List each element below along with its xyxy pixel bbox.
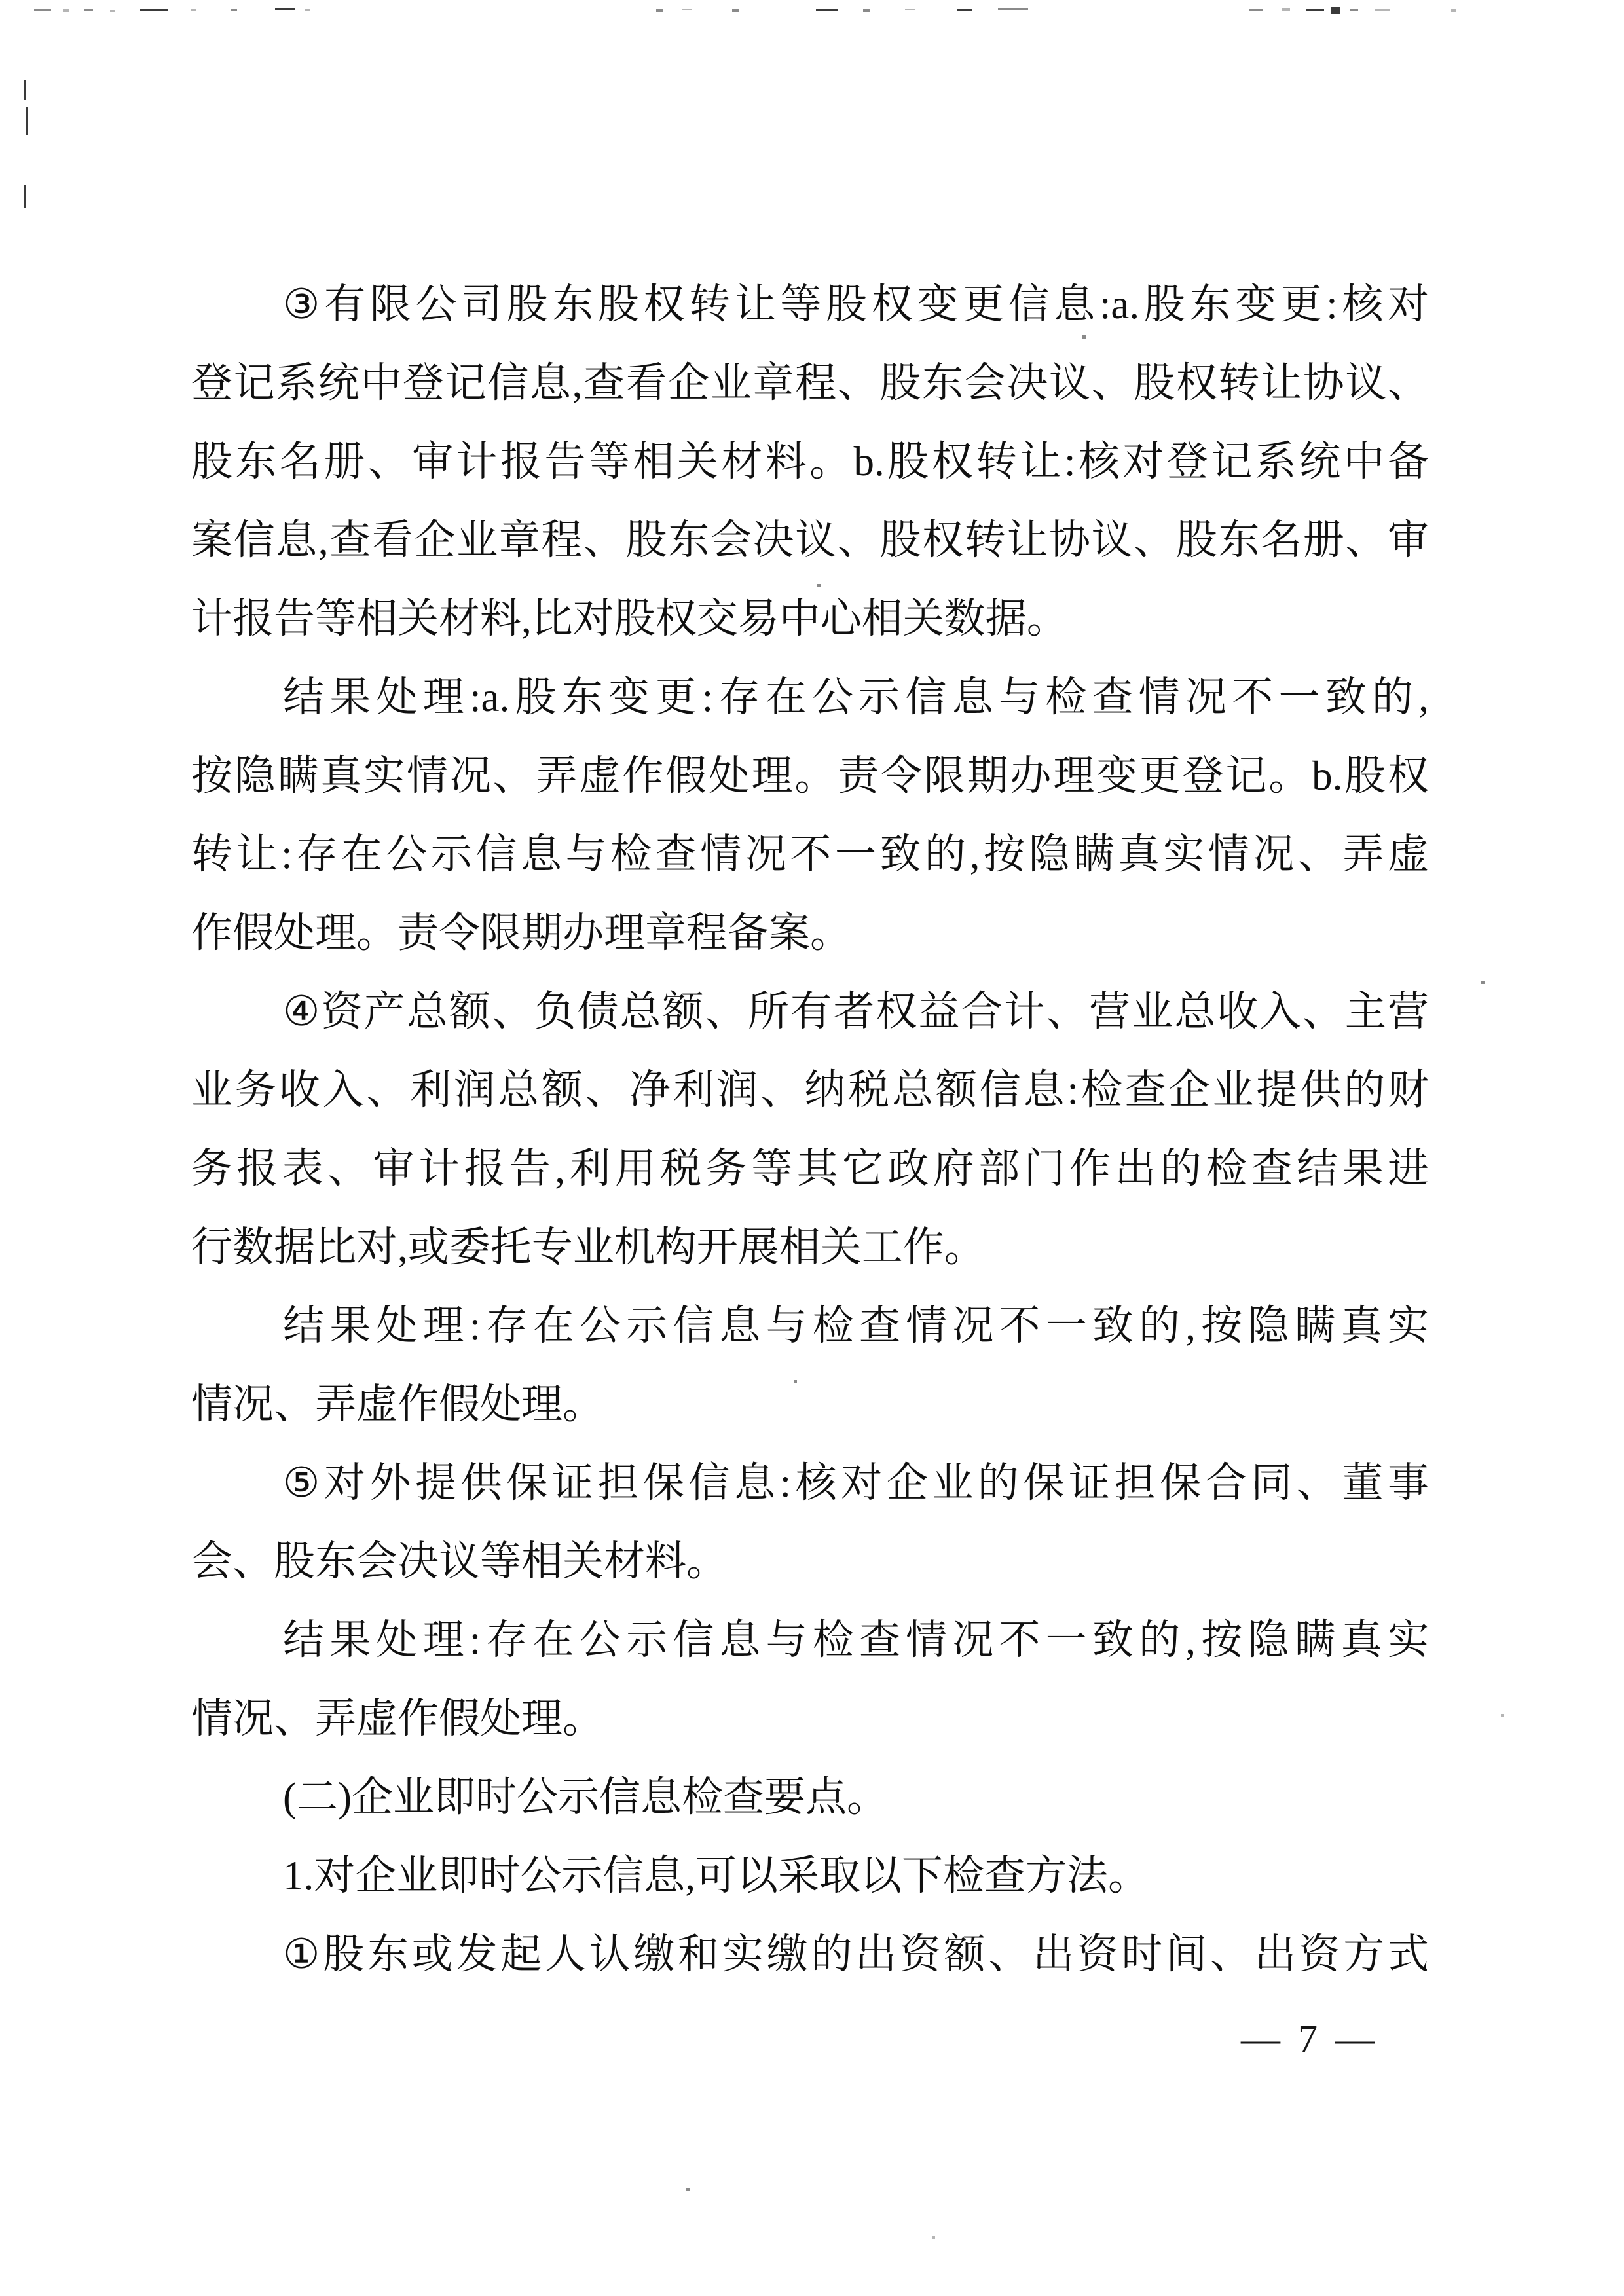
text-line: 情况、弄虚作假处理。 — [191, 1381, 604, 1427]
scan-noise-speck — [998, 8, 1028, 10]
scan-noise-dot — [1501, 1714, 1504, 1717]
scan-noise-tick — [26, 107, 28, 135]
text-line: 计报告等相关材料,比对股权交易中心相关数据。 — [191, 596, 1068, 642]
text-line: 登记系统中登记信息,查看企业章程、股东会决议、股权转让协议、 — [191, 360, 1429, 406]
text-line: 会、股东会决议等相关材料。 — [191, 1539, 728, 1584]
scan-noise-speck — [1249, 9, 1263, 11]
scan-noise-speck — [110, 10, 115, 12]
scan-noise-speck — [191, 9, 196, 11]
text-line: 情况、弄虚作假处理。 — [191, 1696, 604, 1741]
scan-noise-dot — [686, 2188, 690, 2191]
scan-noise-speck — [63, 9, 69, 12]
scan-noise-speck — [140, 9, 168, 11]
text-line: 转让:存在公示信息与检查情况不一致的,按隐瞒真实情况、弄虚 — [191, 831, 1429, 877]
scan-noise-speck — [1451, 9, 1456, 12]
page-number: — 7 — — [1241, 2017, 1378, 2060]
text-line: 结果处理:存在公示信息与检查情况不一致的,按隐瞒真实 — [283, 1303, 1429, 1349]
scan-noise-speck — [905, 9, 915, 10]
text-line: 股东名册、审计报告等相关材料。b.股权转让:核对登记系统中备 — [191, 439, 1429, 484]
scan-noise-speck — [957, 9, 972, 11]
scan-noise-speck — [682, 9, 692, 10]
scan-noise-speck — [732, 9, 739, 12]
scan-noise-speck — [34, 9, 51, 11]
scan-noise-tick — [24, 185, 26, 208]
text-line: 1.对企业即时公示信息,可以采取以下检查方法。 — [283, 1853, 1149, 1899]
scan-noise-tick — [24, 80, 26, 100]
text-line: 按隐瞒真实情况、弄虚作假处理。责令限期办理变更登记。b.股权 — [191, 753, 1429, 799]
scan-noise-dot — [932, 2236, 935, 2239]
text-line: ③有限公司股东股权转让等股权变更信息:a.股东变更:核对 — [283, 282, 1429, 327]
scan-noise-speck — [1375, 9, 1390, 11]
text-line: ④资产总额、负债总额、所有者权益合计、营业总收入、主营 — [283, 989, 1429, 1034]
text-line: 行数据比对,或委托专业机构开展相关工作。 — [191, 1224, 986, 1270]
scan-noise-speck — [656, 9, 663, 12]
text-line: ⑤对外提供保证担保信息:核对企业的保证担保合同、董事 — [283, 1460, 1429, 1506]
text-line: 案信息,查看企业章程、股东会决议、股权转让协议、股东名册、审 — [191, 517, 1429, 563]
scan-noise-speck — [84, 9, 93, 11]
text-line: 业务收入、利润总额、净利润、纳税总额信息:检查企业提供的财 — [191, 1067, 1429, 1113]
scan-noise-speck — [816, 9, 838, 11]
text-line: 结果处理:a.股东变更:存在公示信息与检查情况不一致的, — [283, 674, 1429, 720]
scan-noise-speck — [1350, 9, 1358, 11]
scan-noise-speck — [275, 8, 295, 10]
scan-noise-dot — [1481, 981, 1485, 984]
scan-noise-speck — [1282, 8, 1290, 11]
text-line: 作假处理。责令限期办理章程备案。 — [191, 910, 851, 956]
scan-noise-speck — [863, 9, 870, 12]
text-line: 务报表、审计报告,利用税务等其它政府部门作出的检查结果进 — [191, 1146, 1429, 1192]
text-line: (二)企业即时公示信息检查要点。 — [283, 1774, 888, 1820]
scan-noise-speck — [305, 9, 310, 11]
text-line: ①股东或发起人认缴和实缴的出资额、出资时间、出资方式 — [283, 1931, 1429, 1977]
scan-noise-speck — [1331, 7, 1340, 14]
scan-noise-speck — [231, 9, 237, 11]
scan-noise-speck — [1306, 9, 1324, 11]
document-text-block — [191, 265, 1429, 1994]
text-line: 结果处理:存在公示信息与检查情况不一致的,按隐瞒真实 — [283, 1617, 1429, 1663]
